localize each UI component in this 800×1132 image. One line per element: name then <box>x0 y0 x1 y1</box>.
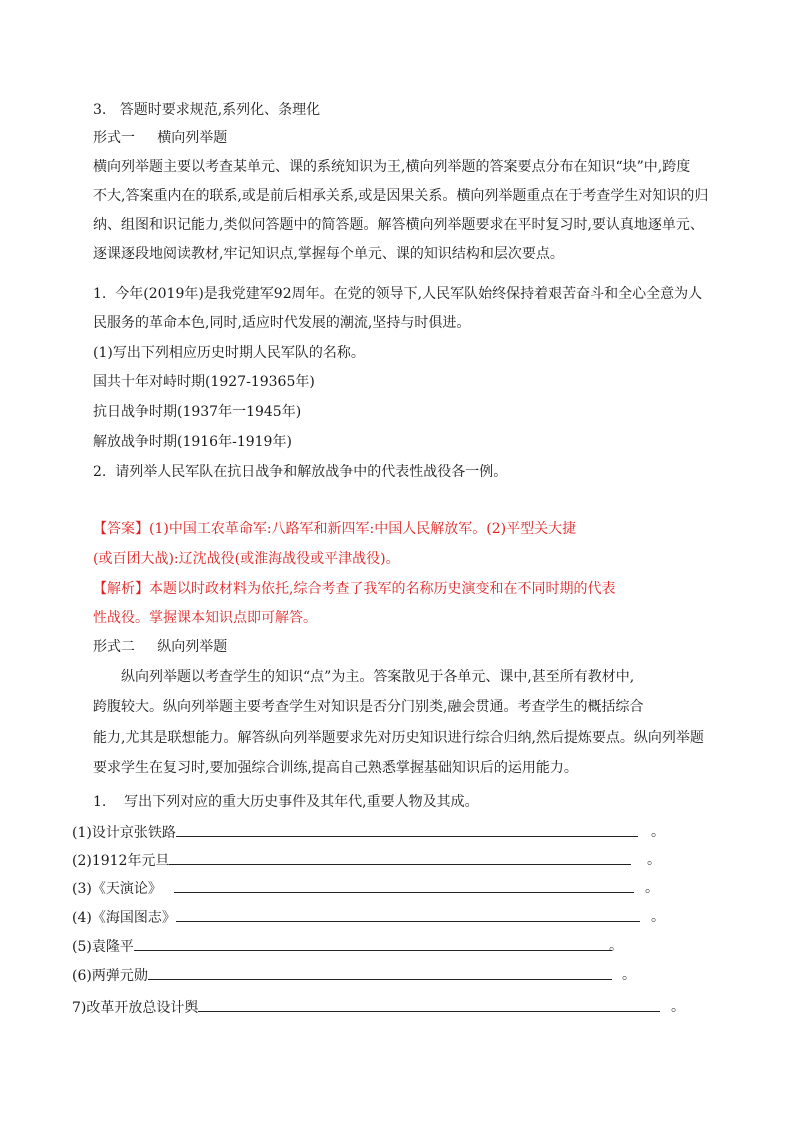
answer-blank[interactable] <box>176 907 640 922</box>
fill-item-label: 7)改革开放总设计舆 <box>72 1000 199 1016</box>
form1-paragraph-line: 逐课逐段地阅读教材,牢记知识点,掌握每个单元、课的知识结构和层次要点。 <box>93 246 564 262</box>
fill-item-2 <box>72 850 631 871</box>
form2-paragraph-line: 要求学生在复习时,要加强综合训练,提高自己熟悉掌握基础知识后的运用能力。 <box>93 760 578 776</box>
form1-heading: 形式一 横向列举题 <box>93 130 228 146</box>
end-mark: 。 <box>622 967 636 983</box>
end-mark: 。 <box>647 852 661 868</box>
end-mark: 。 <box>651 909 665 925</box>
question-1-sub: (1)写出下列相应历史时期人民军队的名称。 <box>93 345 365 361</box>
end-mark: 。 <box>651 824 665 840</box>
analysis-line: 【解析】本题以时政材料为依托,综合考查了我军的名称历史演变和在不同时期的代表 <box>93 581 616 597</box>
exercise-1-text: 1. 写出下列对应的重大历史事件及其年代,重要人物及其成。 <box>93 794 479 810</box>
fill-item-label: (2)1912年元旦 <box>72 853 170 869</box>
fill-item-3 <box>72 878 634 899</box>
fill-item-7 <box>72 997 660 1018</box>
end-mark: 。 <box>671 999 685 1015</box>
fill-item-label: (5)袁隆平 <box>72 939 134 955</box>
answer-line: (或百团大战):辽沈战役(或淮海战役或平津战役)。 <box>93 551 400 567</box>
answer-blank[interactable] <box>134 936 612 951</box>
form2-paragraph-line: 能力,尤其是联想能力。解答纵向列举题要求先对历史知识进行综合归纳,然后提炼要点。纵向列举题 <box>93 730 704 746</box>
question-2-text: 2. 请列举人民军队在抗日战争和解放战争中的代表性战役各一例。 <box>93 464 508 480</box>
fill-item-label: (6)两弹元勋 <box>72 968 148 984</box>
period-item: 抗日战争时期(1937年一1945年) <box>93 404 302 420</box>
fill-item-5 <box>72 936 612 957</box>
answer-blank[interactable] <box>174 878 634 893</box>
fill-item-label: (1)设计京张铁路 <box>72 825 176 841</box>
question-1-text: 民服务的革命本色,同时,适应时代发展的潮流,坚持与时俱进。 <box>93 315 471 331</box>
period-item: 解放战争时期(1916年-1919年) <box>93 434 292 450</box>
period-item: 国共十年对峙时期(1927-19365年) <box>93 374 315 390</box>
fill-item-label: (3)《天演论》 <box>72 881 162 897</box>
answer-blank[interactable] <box>148 965 612 980</box>
section-3-heading: 3. 答题时要求规范,系列化、条理化 <box>93 102 321 118</box>
answer-blank[interactable] <box>198 997 660 1012</box>
form1-paragraph-line: 不大,答案重内在的联系,或是前后相承关系,或是因果关系。横向列举题重点在于考查学生对知识的归 <box>93 188 709 204</box>
form2-paragraph-line: 纵向列举题以考查学生的知识“点”为主。答案散见于各单元、课中,甚至所有教材中, <box>121 669 635 685</box>
fill-item-6 <box>72 965 612 986</box>
answer-blank[interactable] <box>176 822 638 837</box>
form1-paragraph-line: 横向列举题主要以考查某单元、课的系统知识为王,横向列举题的答案要点分布在知识“块”中,跨度 <box>93 159 691 175</box>
fill-item-1 <box>72 822 638 843</box>
answer-line: 【答案】(1)中国工农革命军:八路军和新四军:中国人民解放军。(2)平型关大捷 <box>93 521 577 537</box>
question-1-text: 1. 今年(2019年)是我党建军92周年。在党的领导下,人民军队始终保持着艰苦奋斗和全心全意为人 <box>93 286 703 302</box>
analysis-line: 性战役。掌握课本知识点即可解答。 <box>93 610 317 626</box>
form2-paragraph-line: 跨腹较大。纵向列举题主要考查学生对知识是否分门别类,融会贯通。考查学生的概括综合 <box>93 699 644 715</box>
form2-heading: 形式二 纵向列举题 <box>93 639 228 655</box>
fill-item-4 <box>72 907 640 928</box>
end-mark: 。 <box>609 938 623 954</box>
answer-blank[interactable] <box>169 850 631 865</box>
fill-item-label: (4)《海国图志》 <box>72 910 176 926</box>
end-mark: 。 <box>645 880 659 896</box>
form1-paragraph-line: 纳、组图和识记能力,类似问答题中的简答题。解答横向列举题要求在平时复习时,要认真地逐单元、 <box>93 217 704 233</box>
